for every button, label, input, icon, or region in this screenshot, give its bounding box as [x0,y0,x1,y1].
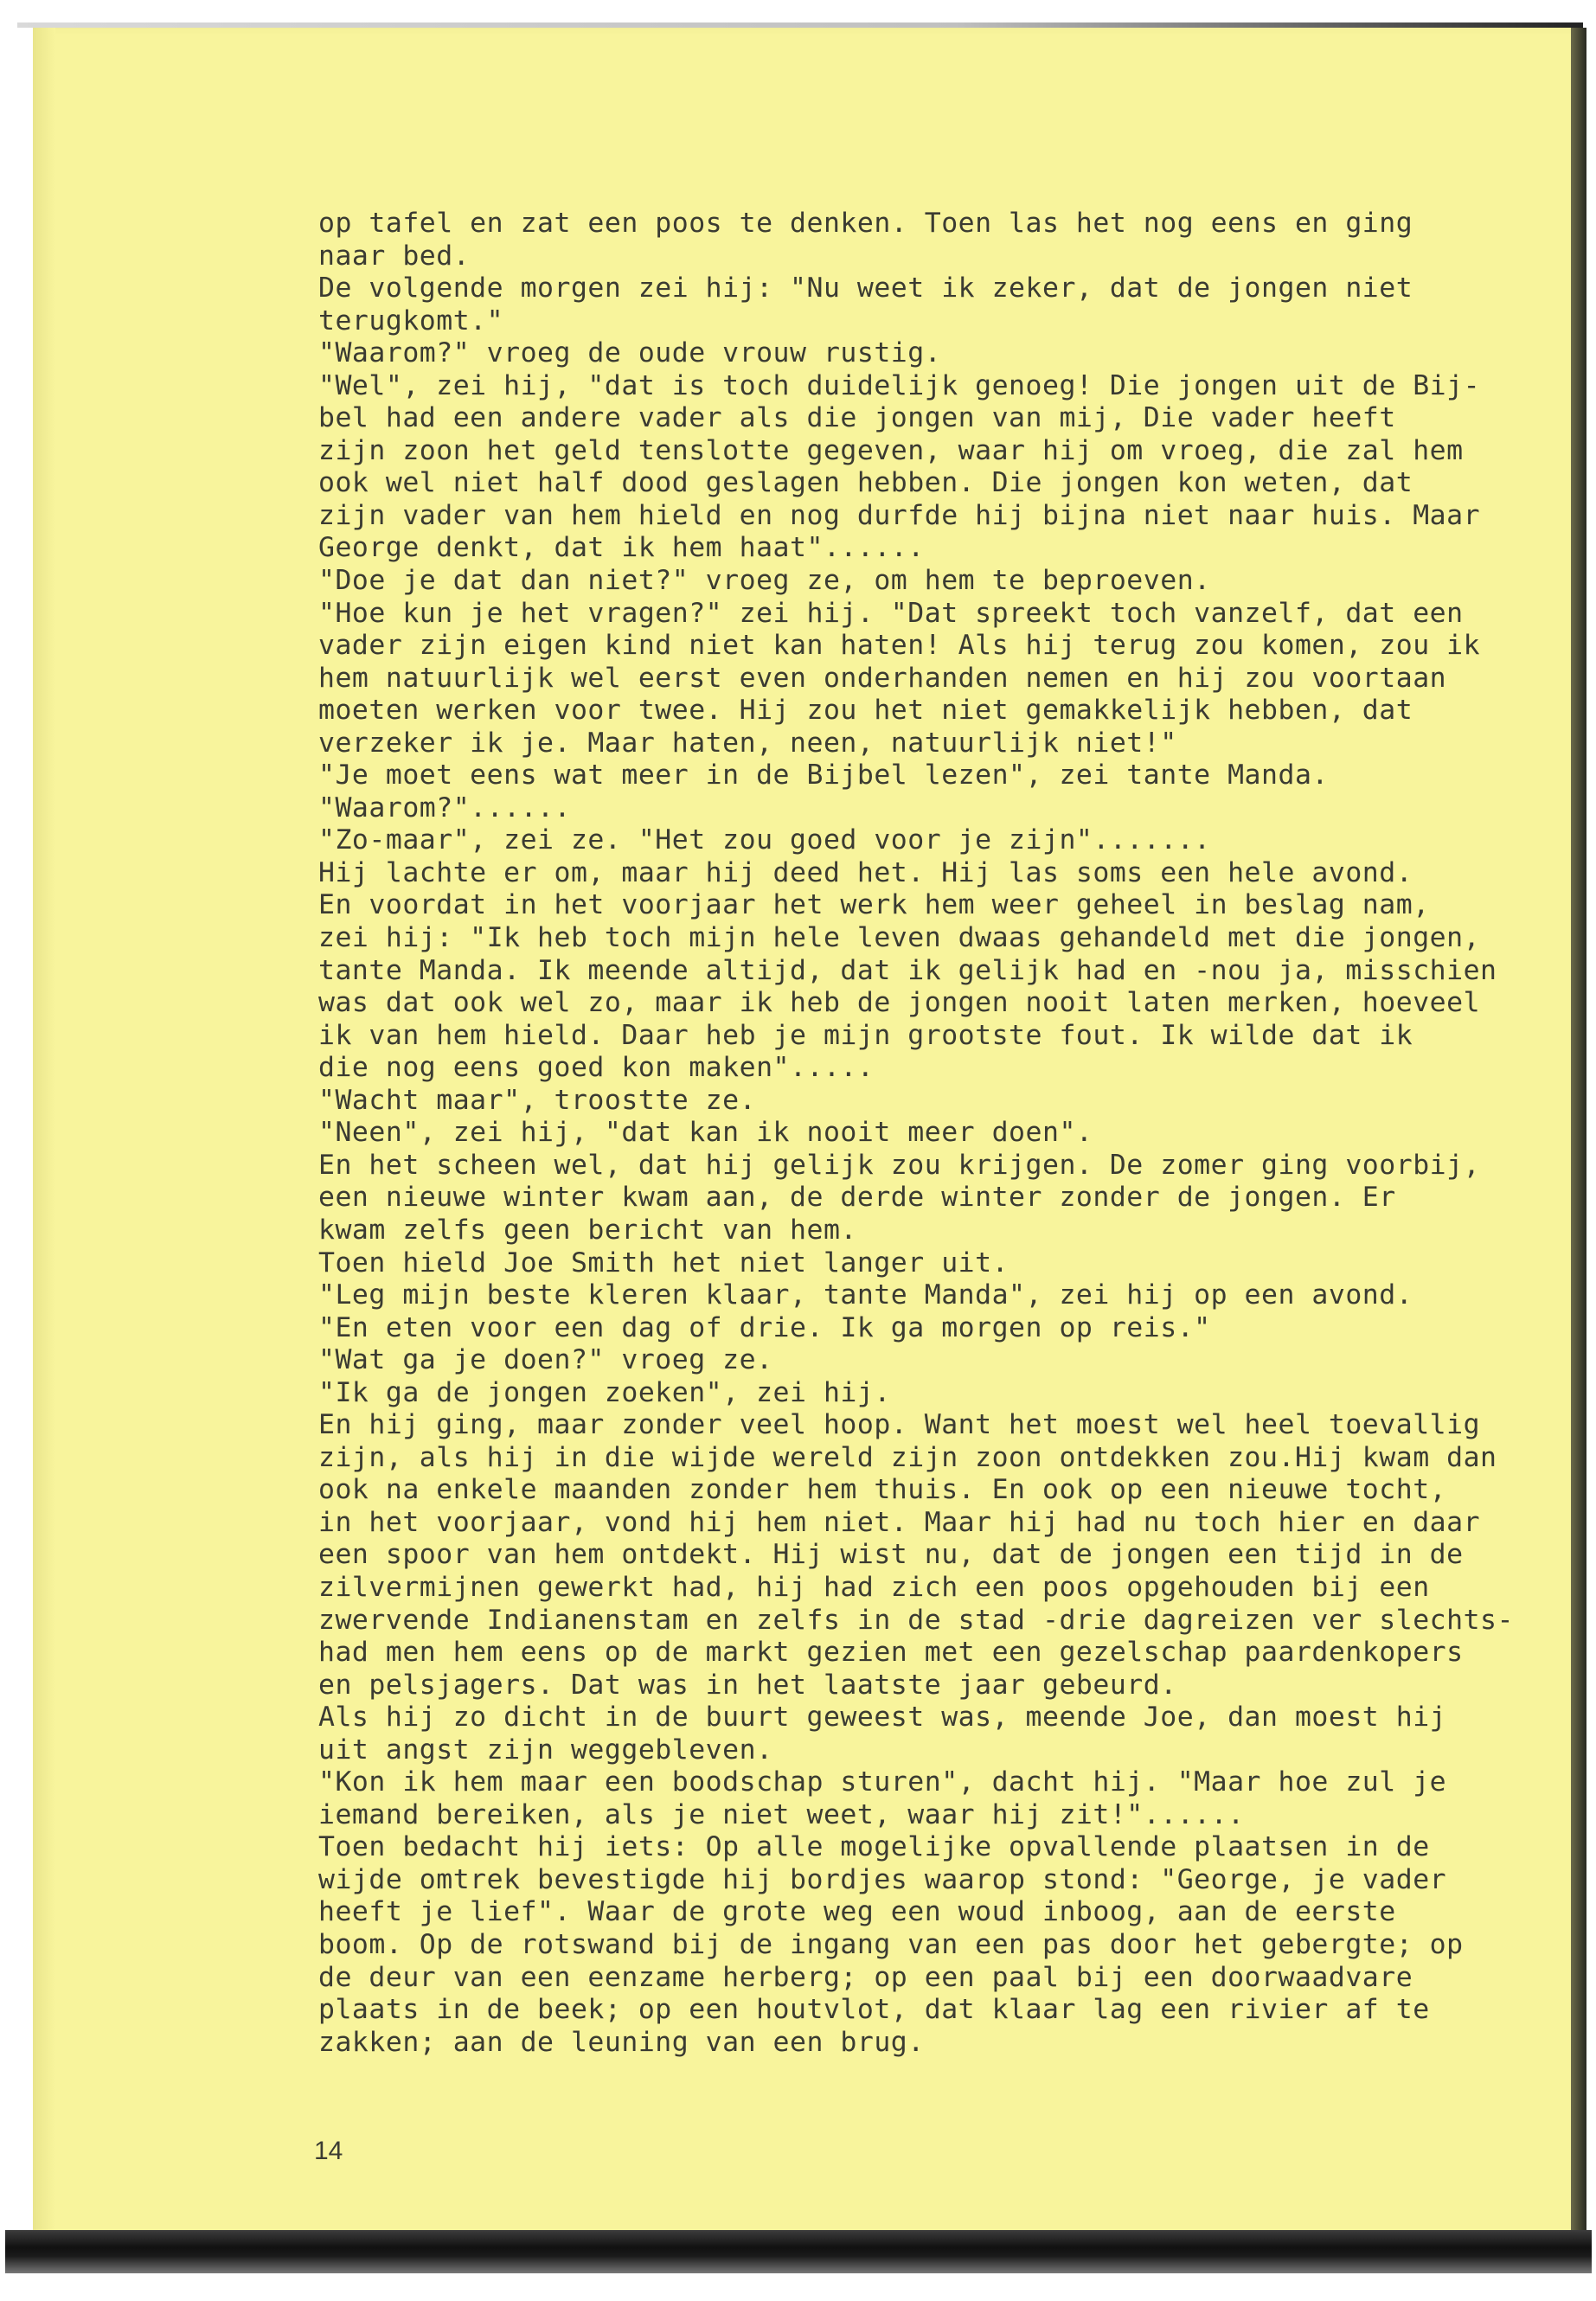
text-line: naar bed. [318,240,471,272]
text-line: "Neen", zei hij, "dat kan ik nooit meer doen". [318,1117,1093,1149]
text-line: zijn vader van hem hield en nog durfde hij bijna niet naar huis. Maar [318,499,1481,531]
text-line: Toen bedacht hij iets: Op alle mogelijke opvallende plaatsen in de [318,1831,1430,1863]
text-line: uit angst zijn weggebleven. [318,1734,773,1766]
page-number: 14 [314,2137,343,2165]
text-line: "Zo-maar", zei ze. "Het zou goed voor je zijn"....... [318,824,1211,856]
text-line: tante Manda. Ik meende altijd, dat ik gelijk had en -nou ja, misschien [318,954,1497,986]
text-line: "Doe je dat dan niet?" vroeg ze, om hem te beproeven. [318,565,1211,597]
text-line: verzeker ik je. Maar haten, neen, natuurlijk niet!" [318,727,1177,759]
text-line: zei hij: "Ik heb toch mijn hele leven dwaas gehandeld met die jongen, [318,922,1481,954]
text-line: vader zijn eigen kind niet kan haten! Als hij terug zou komen, zou ik [318,630,1481,662]
text-line: En hij ging, maar zonder veel hoop. Want het moest wel heel toevallig [318,1409,1481,1441]
text-line: was dat ook wel zo, maar ik heb de jongen nooit laten merken, hoeveel [318,987,1481,1019]
text-line: terugkomt." [318,304,504,336]
bottom-binding-edge [5,2230,1592,2273]
text-line: de deur van een eenzame herberg; op een paal bij een doorwaadvare [318,1961,1413,1993]
text-line: Hij lachte er om, maar hij deed het. Hij las soms een hele avond. [318,856,1413,888]
text-line: een spoor van hem ontdekt. Hij wist nu, dat de jongen een tijd in de [318,1539,1464,1571]
text-line: heeft je lief". Waar de grote weg een woud inboog, aan de eerste [318,1896,1396,1928]
text-line: zakken; aan de leuning van een brug. [318,2026,925,2058]
text-line: "Kon ik hem maar een boodschap sturen", dacht hij. "Maar hoe zul je [318,1766,1447,1798]
text-line: zwervende Indianenstam en zelfs in de stad -drie dagreizen ver slechts- [318,1604,1514,1636]
page-fold-shadow [33,28,55,2238]
text-line: zijn, als hij in die wijde wereld zijn zoon ontdekken zou.Hij kwam dan [318,1441,1497,1473]
text-line: bel had een andere vader als die jongen van mij, Die vader heeft [318,402,1396,434]
text-line: "Hoe kun je het vragen?" zei hij. "Dat spreekt toch vanzelf, dat een [318,597,1464,629]
text-line: "Ik ga de jongen zoeken", zei hij. [318,1376,891,1408]
text-line: "Leg mijn beste kleren klaar, tante Manda", zei hij op een avond. [318,1279,1413,1311]
text-line: Als hij zo dicht in de buurt geweest was, meende Joe, dan moest hij [318,1702,1447,1734]
text-line: zijn zoon het geld tenslotte gegeven, waar hij om vroeg, die zal hem [318,434,1464,466]
text-line: op tafel en zat een poos te denken. Toen las het nog eens en ging [318,208,1413,239]
text-line: die nog eens goed kon maken"..... [318,1052,875,1084]
bottom-margin [5,2273,1592,2301]
text-line: Toen hield Joe Smith het niet langer uit. [318,1247,1010,1279]
text-line: ik van hem hield. Daar heb je mijn grootste fout. Ik wilde dat ik [318,1019,1413,1051]
text-line: "Je moet eens wat meer in de Bijbel lezen", zei tante Manda. [318,760,1329,792]
text-line: en pelsjagers. Dat was in het laatste jaar gebeurd. [318,1669,1177,1701]
text-line: "Wat ga je doen?" vroeg ze. [318,1344,773,1376]
text-line: De volgende morgen zei hij: "Nu weet ik zeker, dat de jongen niet [318,272,1413,304]
text-line: moeten werken voor twee. Hij zou het niet gemakkelijk hebben, dat [318,695,1413,727]
body-text [318,208,1547,2059]
text-line: wijde omtrek bevestigde hij bordjes waarop stond: "George, je vader [318,1863,1447,1895]
text-line: "Wel", zei hij, "dat is toch duidelijk genoeg! Die jongen uit de Bij- [318,369,1481,401]
text-line: "Wacht maar", troostte ze. [318,1084,757,1116]
text-line: ook wel niet half dood geslagen hebben. Die jongen kon weten, dat [318,467,1413,499]
text-line: had men hem eens op de markt gezien met een gezelschap paardenkopers [318,1637,1464,1669]
text-line: hem natuurlijk wel eerst even onderhanden nemen en hij zou voortaan [318,662,1447,694]
text-line: "Waarom?" vroeg de oude vrouw rustig. [318,337,942,369]
text-line: En voordat in het voorjaar het werk hem weer geheel in beslag nam, [318,889,1430,921]
text-line: ook na enkele maanden zonder hem thuis. En ook op een nieuwe tocht, [318,1474,1447,1506]
text-line: boom. Op de rotswand bij de ingang van een pas door het gebergte; op [318,1928,1464,1960]
text-line: plaats in de beek; op een houtvlot, dat klaar lag een rivier af te [318,1994,1430,2026]
text-line: een nieuwe winter kwam aan, de derde winter zonder de jongen. Er [318,1182,1396,1214]
right-binding-edge [1571,28,1586,2238]
text-line: zilvermijnen gewerkt had, hij had zich een poos opgehouden bij een [318,1571,1430,1603]
text-line: En het scheen wel, dat hij gelijk zou krijgen. De zomer ging voorbij, [318,1149,1481,1181]
text-line: iemand bereiken, als je niet weet, waar hij zit!"...... [318,1798,1245,1830]
text-line: "Waarom?"...... [318,792,571,824]
text-line: "En eten voor een dag of drie. Ik ga morgen op reis." [318,1311,1211,1343]
text-line: in het voorjaar, vond hij hem niet. Maar hij had nu toch hier en daar [318,1506,1481,1538]
text-line: George denkt, dat ik hem haat"...... [318,532,925,564]
text-line: kwam zelfs geen bericht van hem. [318,1214,857,1246]
